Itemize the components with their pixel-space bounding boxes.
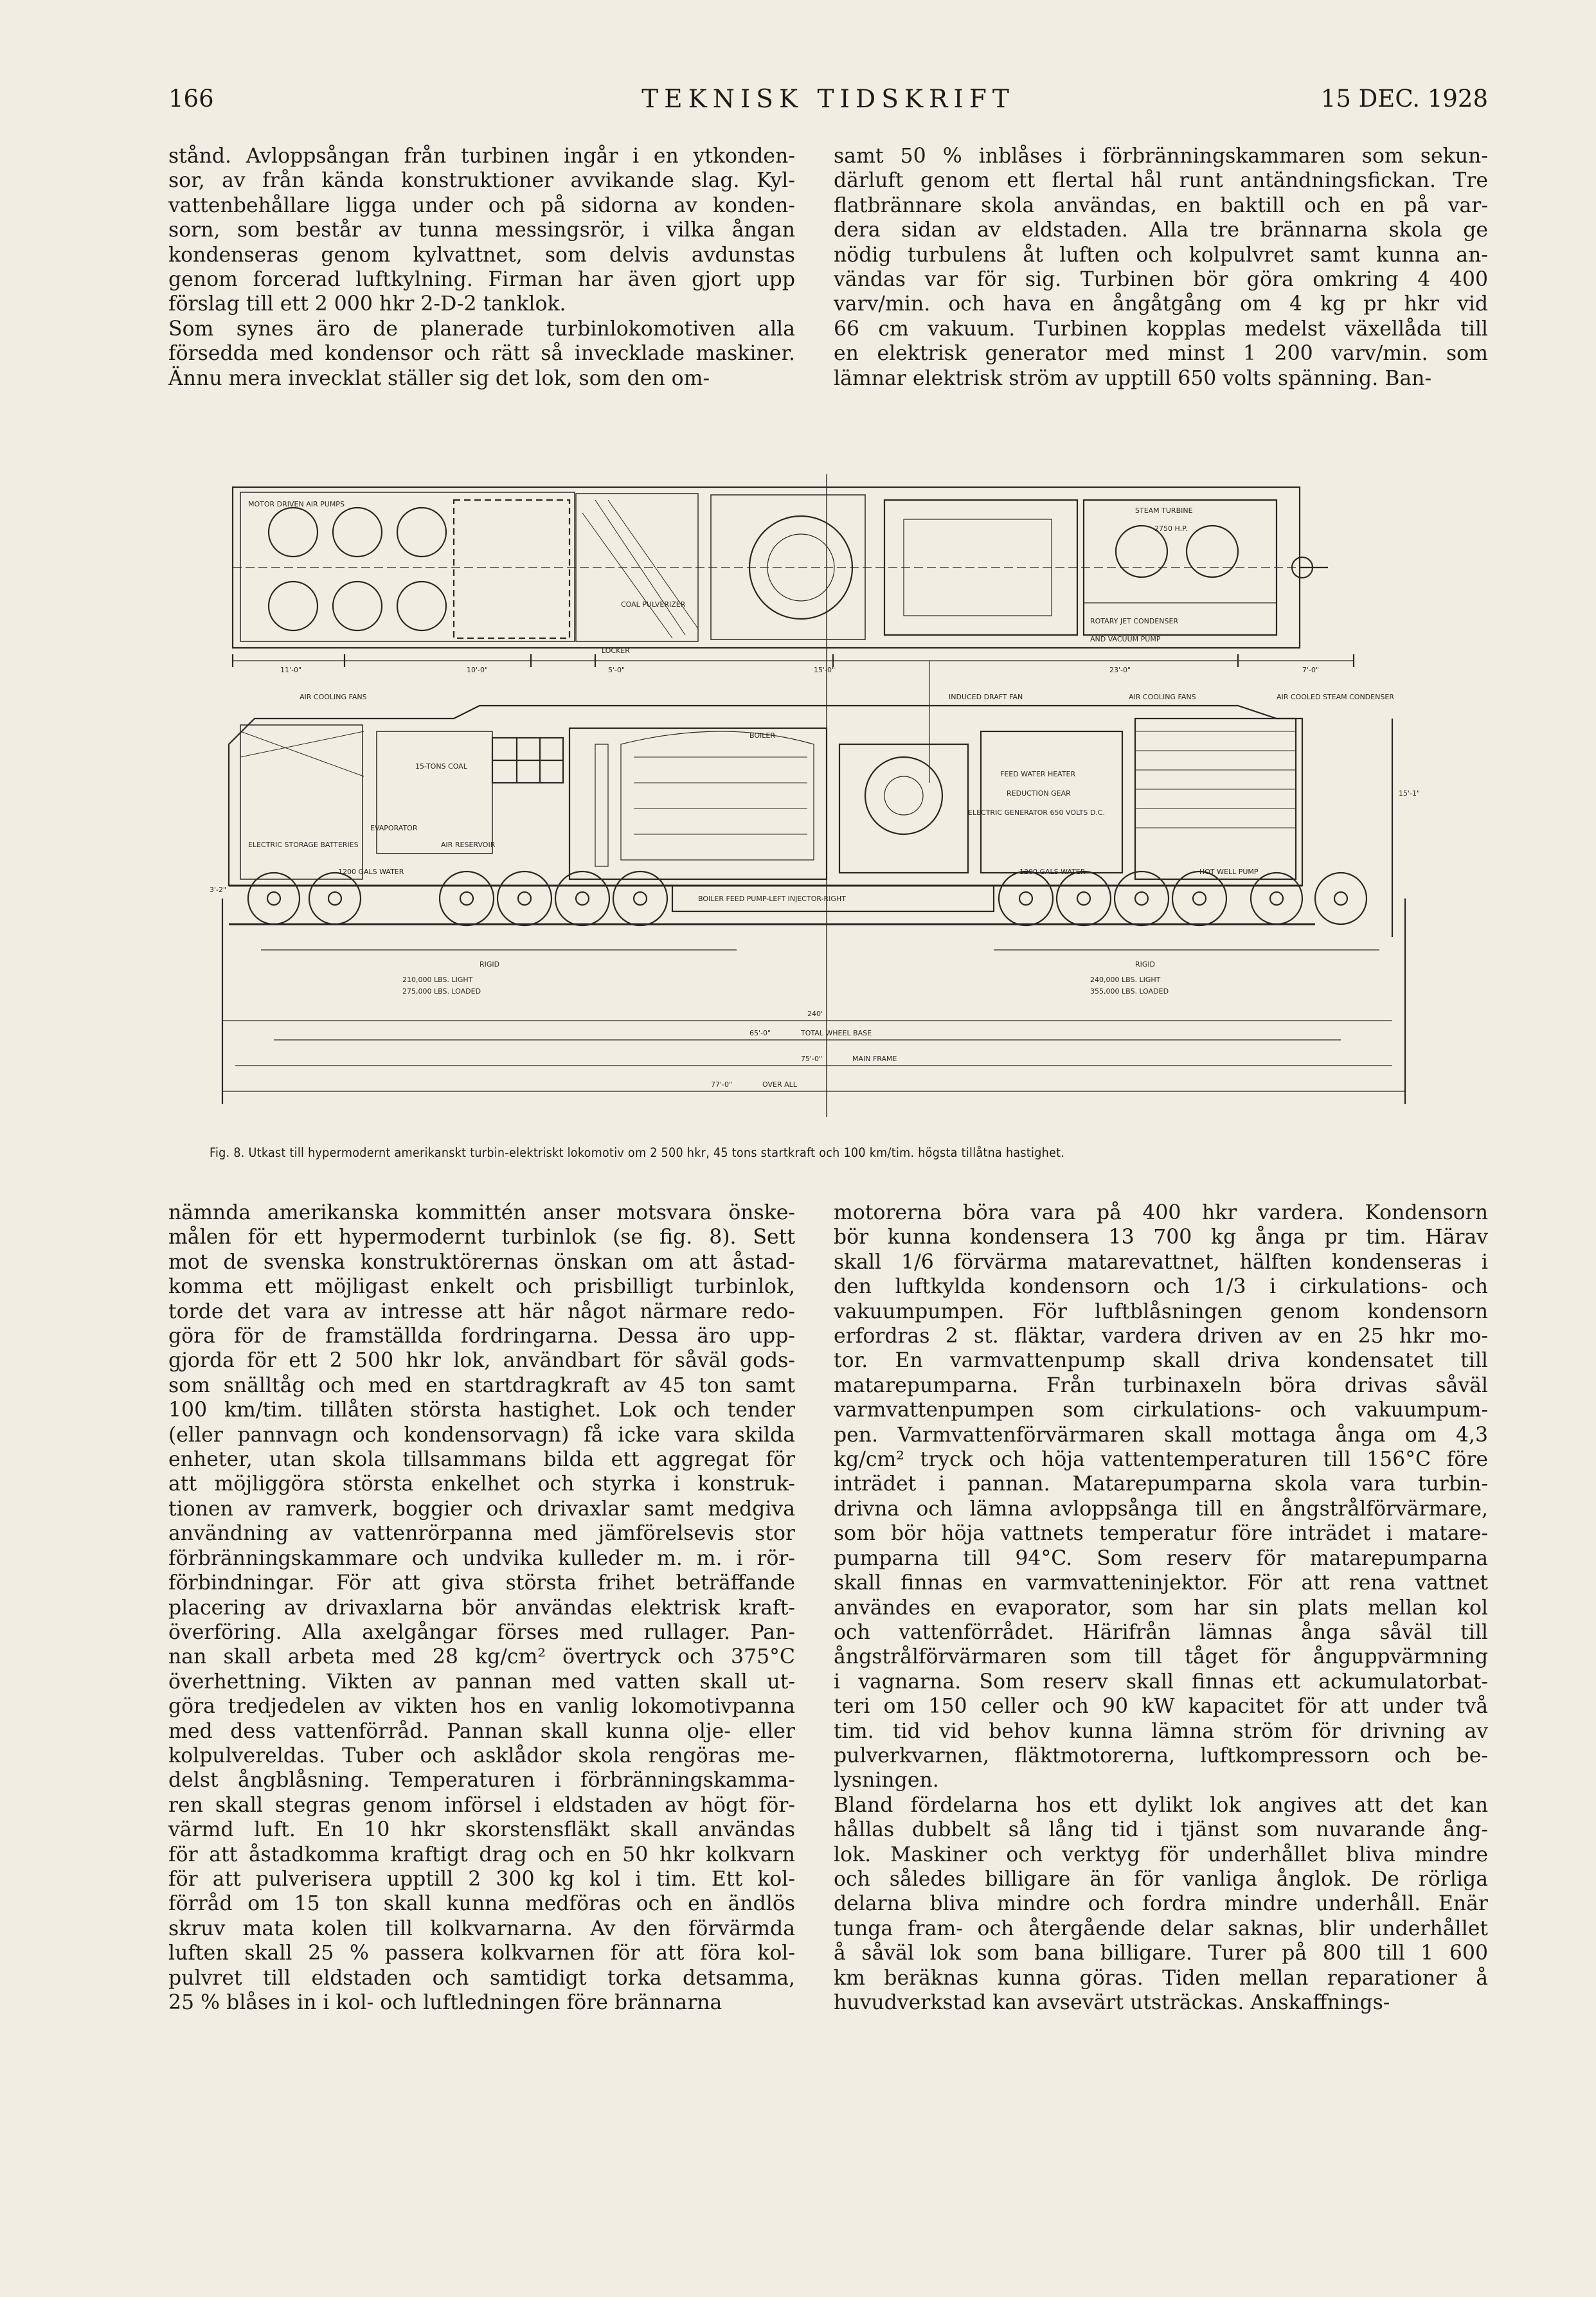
- dim-23: 23'-0": [1109, 666, 1131, 674]
- dim-77: 77'-0": [711, 1080, 733, 1089]
- label-electric-generator: ELECTRIC GENERATOR 650 VOLTS D.C.: [968, 809, 1105, 817]
- text-line: en elektrisk generator med minst 1 200 varv/min. som: [834, 342, 1488, 366]
- text-line: vändas var för sig. Turbinen bör göra omkring 4 400: [834, 268, 1488, 292]
- text-line: 25 % blåses in i kol- och luftledningen före brännarna: [168, 1991, 722, 2014]
- text-line: lämnar elektrisk ström av upptill 650 volts spänning. Ban-: [834, 366, 1432, 390]
- label-vacuum-pump: AND VACUUM PUMP: [1090, 635, 1161, 643]
- text-line: Bland fördelarna hos ett dylikt lok angives att det kan: [834, 1793, 1488, 1817]
- dim-3-2: 3'-2": [210, 886, 227, 894]
- text-line: enheter, utan skola tillsammans bilda ett aggregat för: [168, 1448, 795, 1472]
- dim-15: 15'-0": [814, 666, 836, 674]
- dim-10: 10'-0": [467, 666, 489, 674]
- text-line: skall 1/6 förvärma matarevattnet, hälften kondenseras i: [834, 1250, 1488, 1274]
- label-air-cooling-fans-right: AIR COOLING FANS: [1129, 693, 1196, 701]
- label-reduction-gear: REDUCTION GEAR: [1007, 789, 1071, 798]
- label-hp: 2750 H.P.: [1154, 524, 1188, 533]
- text-line: å såväl lok som bana billigare. Turer på 800 till 1 600: [834, 1942, 1488, 1965]
- text-line: tim. tid vid behov kunna lämna ström för drivning av: [834, 1719, 1488, 1743]
- text-line: förbindningar. För att giva största frihet beträffande: [168, 1571, 795, 1595]
- text-line: att möjliggöra största enkelhet och styrka i konstruk-: [168, 1472, 795, 1496]
- dim-5: 5'-0": [608, 666, 625, 674]
- text-line: värmd luft. En 10 hkr skorstensfläkt skall användas: [168, 1818, 795, 1842]
- text-line: tionen av ramverk, boggier och drivaxlar samt medgiva: [168, 1497, 795, 1521]
- figure-caption: Fig. 8. Utkast till hypermodernt amerikanskt turbin-elektriskt lokomotiv om 2 500 hkr, 45 tons startkraft och 100 km/tim. högsta tillåtna hastighet.: [210, 1145, 1065, 1160]
- text-column-bottom-left: [168, 1201, 795, 2015]
- locomotive-drawing: [210, 474, 1469, 1130]
- label-lbs-left-loaded: 275,000 LBS. LOADED: [402, 987, 481, 996]
- label-total-wheel-base: TOTAL WHEEL BASE: [801, 1029, 872, 1037]
- text-line: lok. Maskiner och verktyg för underhållet bliva mindre: [834, 1843, 1488, 1866]
- label-lbs-left-light: 210,000 LBS. LIGHT: [402, 976, 473, 984]
- label-air-reservoir: AIR RESERVOIR: [441, 841, 496, 849]
- label-boiler: BOILER: [749, 731, 775, 740]
- text-line: nan skall arbeta med 28 kg/cm² övertryck och 375°C: [168, 1645, 795, 1669]
- text-line: matarepumparna. Från turbinaxeln böra drivas såväl: [834, 1373, 1488, 1397]
- text-line: sorn, som består av tunna messingsrör, i vilka ångan: [168, 219, 795, 242]
- label-rigid-right: RIGID: [1135, 960, 1156, 969]
- page-number: 166: [168, 85, 214, 112]
- label-air-cooled-steam: AIR COOLED STEAM CONDENSER: [1277, 693, 1394, 701]
- text-line: genom forcerad luftkylning. Firman har även gjort upp: [168, 268, 795, 292]
- text-line: drivna och lämna avloppsånga till en ångstrålförvärmare,: [834, 1497, 1488, 1521]
- issue-date: 15 DEC. 1928: [1320, 85, 1488, 112]
- text-line: varmvattenpumpen som cirkulations- och vakuumpum-: [834, 1399, 1488, 1422]
- text-line: tunga fram- och återgående delar saknas, blir underhållet: [834, 1917, 1488, 1940]
- text-line: Som synes äro de planerade turbinlokomotiven alla: [168, 317, 795, 341]
- text-line: 100 km/tim. tillåten största hastighet. Lok och tender: [168, 1399, 795, 1422]
- text-line: användning av vattenrörpanna med jämförelsevis stor: [168, 1522, 795, 1546]
- text-line: pulvret till eldstaden och samtidigt torka detsamma,: [168, 1966, 795, 1990]
- text-column-bottom-right: [834, 1201, 1488, 2015]
- label-coal-pulverizer: COAL PULVERIZER: [621, 600, 686, 609]
- text-line: placering av drivaxlarna bör användas elektrisk kraft-: [168, 1596, 795, 1620]
- text-line: göra tredjedelen av vikten hos en vanlig lokomotivpanna: [168, 1695, 795, 1719]
- text-line: i vagnarna. Som reserv skall finnas ett ackumulatorbat-: [834, 1670, 1488, 1694]
- text-line: delst ångblåsning. Temperaturen i förbränningskamma-: [168, 1769, 795, 1792]
- dim-7: 7'-0": [1302, 666, 1320, 674]
- text-line: för att åstadkomma kraftigt drag och en 50 hkr kolkvarn: [168, 1843, 795, 1866]
- text-line: pumparna till 94°C. Som reserv för matarepumparna: [834, 1546, 1488, 1570]
- text-line: nödig turbulens åt luften och kolpulvret samt kunna an-: [834, 243, 1488, 267]
- label-water-right: 1200 GALS WATER: [1019, 868, 1086, 876]
- text-line: kondenseras genom kylvattnet, som delvis avdunstas: [168, 243, 795, 267]
- text-line: därluft genom ett flertal hål runt antändningsfickan. Tre: [834, 169, 1488, 193]
- text-line: överhettning. Vikten av pannan med vatten skall ut-: [168, 1670, 795, 1694]
- text-line: Ännu mera invecklat ställer sig det lok, som den om-: [168, 366, 710, 390]
- running-header: [168, 85, 1488, 123]
- label-hot-well: HOT WELL PUMP: [1199, 868, 1259, 876]
- text-line: ångstrålförvärmaren som till tåget för ånguppvärmning: [834, 1645, 1488, 1669]
- text-line: ren skall stegras genom införsel i eldstaden av högt för-: [168, 1793, 795, 1817]
- text-line: nämnda amerikanska kommittén anser motsvara önske-: [168, 1201, 795, 1224]
- text-line: motorerna böra vara på 400 hkr vardera. Kondensorn: [834, 1201, 1488, 1224]
- dim-15-1: 15'-1": [1399, 789, 1421, 798]
- text-line: pen. Varmvattenförvärmaren skall mottaga ånga om 4,3: [834, 1423, 1488, 1447]
- text-line: gjorda för ett 2 500 hkr lok, användbart för såväl gods-: [168, 1349, 795, 1373]
- dim-11: 11'-0": [280, 666, 302, 674]
- text-line: som bör höja vattnets temperatur före inträdet i matare-: [834, 1522, 1488, 1546]
- text-line: skruv mata kolen till kolkvarnarna. Av den förvärmda: [168, 1917, 795, 1940]
- text-line: bör kunna kondensera 13 700 kg ånga pr tim. Härav: [834, 1226, 1488, 1249]
- text-line: vattenbehållare ligga under och på sidorna av konden-: [168, 193, 795, 217]
- text-line: flatbrännare skola användas, en baktill och en på var-: [834, 193, 1488, 217]
- text-line: dera sidan av eldstaden. Alla tre brännarna skola ge: [834, 219, 1488, 242]
- label-air-cooling-fans-left: AIR COOLING FANS: [300, 693, 367, 701]
- text-line: sor, av från kända konstruktioner avvikande slag. Kyl-: [168, 169, 795, 193]
- text-line: stånd. Avloppsångan från turbinen ingår i en ytkonden-: [168, 145, 795, 168]
- text-line: (eller pannvagn och kondensorvagn) få icke vara skilda: [168, 1423, 795, 1447]
- label-rigid-left: RIGID: [480, 960, 500, 969]
- text-line: förbränningskammare och undvika kulleder m. m. i rör-: [168, 1546, 795, 1570]
- text-line: huvudverkstad kan avsevärt utsträckas. Anskaffnings-: [834, 1991, 1390, 2014]
- label-boiler-feed: BOILER FEED PUMP-LEFT INJECTOR-RIGHT: [698, 895, 846, 903]
- text-line: försedda med kondensor och rätt så invecklade maskiner.: [168, 342, 795, 366]
- text-line: 66 cm vakuum. Turbinen kopplas medelst växellåda till: [834, 317, 1488, 341]
- label-rotary-jet: ROTARY JET CONDENSER: [1090, 617, 1179, 625]
- label-steam-turbine: STEAM TURBINE: [1135, 506, 1193, 515]
- text-line: hållas dubbelt så lång tid i tjänst som nuvarande ång-: [834, 1818, 1488, 1842]
- journal-title: TEKNISK TIDSKRIFT: [641, 85, 1015, 114]
- text-line: användes en evaporator, som har sin plats mellan kol: [834, 1596, 1488, 1620]
- text-line: inträdet i pannan. Matarepumparna skola vara turbin-: [834, 1472, 1488, 1496]
- text-column-top-right: [834, 144, 1488, 391]
- text-line: komma ett möjligast enkelt och prisbilligt turbinlok,: [168, 1275, 795, 1299]
- text-line: den luftkylda kondensorn och 1/3 i cirkulations- och: [834, 1275, 1488, 1299]
- text-line: och således billigare än för vanliga ånglok. De rörliga: [834, 1867, 1488, 1891]
- label-water-left: 1200 GALS WATER: [338, 868, 404, 876]
- text-line: förslag till ett 2 000 hkr 2-D-2 tanklok.: [168, 292, 566, 316]
- text-line: kg/cm² tryck och höja vattentemperaturen till 156°C före: [834, 1448, 1488, 1472]
- text-line: teri om 150 celler och 90 kW kapacitet för att under två: [834, 1695, 1488, 1719]
- text-line: luften skall 25 % passera kolkvarnen för att föra kol-: [168, 1942, 795, 1965]
- label-tons-coal: 15-TONS COAL: [415, 762, 467, 771]
- label-locker: LOCKER: [602, 647, 630, 655]
- text-line: kolpulvereldas. Tuber och asklådor skola rengöras me-: [168, 1744, 795, 1767]
- label-lbs-right-loaded: 355,000 LBS. LOADED: [1090, 987, 1169, 996]
- text-line: erfordras 2 st. fläktar, vardera driven av en 25 hkr mo-: [834, 1325, 1488, 1348]
- text-line: målen för ett hypermodernt turbinlok (se fig. 8). Sett: [168, 1226, 795, 1249]
- text-line: göra för de framställda fordringarna. Dessa äro upp-: [168, 1325, 795, 1348]
- label-lbs-right-light: 240,000 LBS. LIGHT: [1090, 976, 1161, 984]
- text-line: tor. En varmvattenpump skall driva kondensatet till: [834, 1349, 1488, 1373]
- label-motor-fans: MOTOR DRIVEN AIR PUMPS: [248, 500, 345, 508]
- label-main-frame: MAIN FRAME: [852, 1055, 897, 1063]
- text-line: för att pulverisera upptill 2 300 kg kol i tim. Ett kol-: [168, 1867, 795, 1891]
- text-line: km beräknas kunna göras. Tiden mellan reparationer å: [834, 1966, 1488, 1990]
- label-electric-storage: ELECTRIC STORAGE BATTERIES: [248, 841, 359, 849]
- text-line: med dess vattenförråd. Pannan skall kunna olje- eller: [168, 1719, 795, 1743]
- dim-75: 75'-0": [801, 1055, 823, 1063]
- text-column-top-left: [168, 144, 795, 391]
- label-evaporator: EVAPORATOR: [370, 824, 418, 832]
- label-over-all: OVER ALL: [762, 1080, 797, 1089]
- text-line: mot de svenska konstruktörernas önskan om att åstad-: [168, 1250, 795, 1274]
- text-line: torde det vara av intresse att här något närmare redo-: [168, 1300, 795, 1323]
- dim-65: 65'-0": [749, 1029, 771, 1037]
- text-line: förråd om 15 ton skall kunna medföras och en ändlös: [168, 1892, 795, 1916]
- text-line: skall finnas en varmvatteninjektor. För att rena vattnet: [834, 1571, 1488, 1595]
- text-line: samt 50 % inblåses i förbränningskammaren som sekun-: [834, 145, 1488, 168]
- label-induced-draft: INDUCED DRAFT FAN: [949, 693, 1023, 701]
- text-line: varv/min. och hava en ångåtgång om 4 kg pr hkr vid: [834, 292, 1488, 316]
- text-line: pulverkvarnen, fläktmotorerna, luftkompressorn och be-: [834, 1744, 1488, 1767]
- text-line: och vattenförrådet. Härifrån lämnas ånga såväl till: [834, 1620, 1488, 1644]
- label-feed-water-heater: FEED WATER HEATER: [1000, 770, 1076, 778]
- dim-240: 240': [807, 1010, 823, 1018]
- text-line: överföring. Alla axelgångar förses med rullager. Pan-: [168, 1620, 795, 1644]
- text-line: vakuumpumpen. För luftblåsningen genom kondensorn: [834, 1300, 1488, 1323]
- text-line: som snälltåg och med en startdragkraft av 45 ton samt: [168, 1373, 795, 1397]
- text-line: delarna bliva mindre och fordra mindre underhåll. Enär: [834, 1892, 1488, 1916]
- text-line: lysningen.: [834, 1769, 939, 1792]
